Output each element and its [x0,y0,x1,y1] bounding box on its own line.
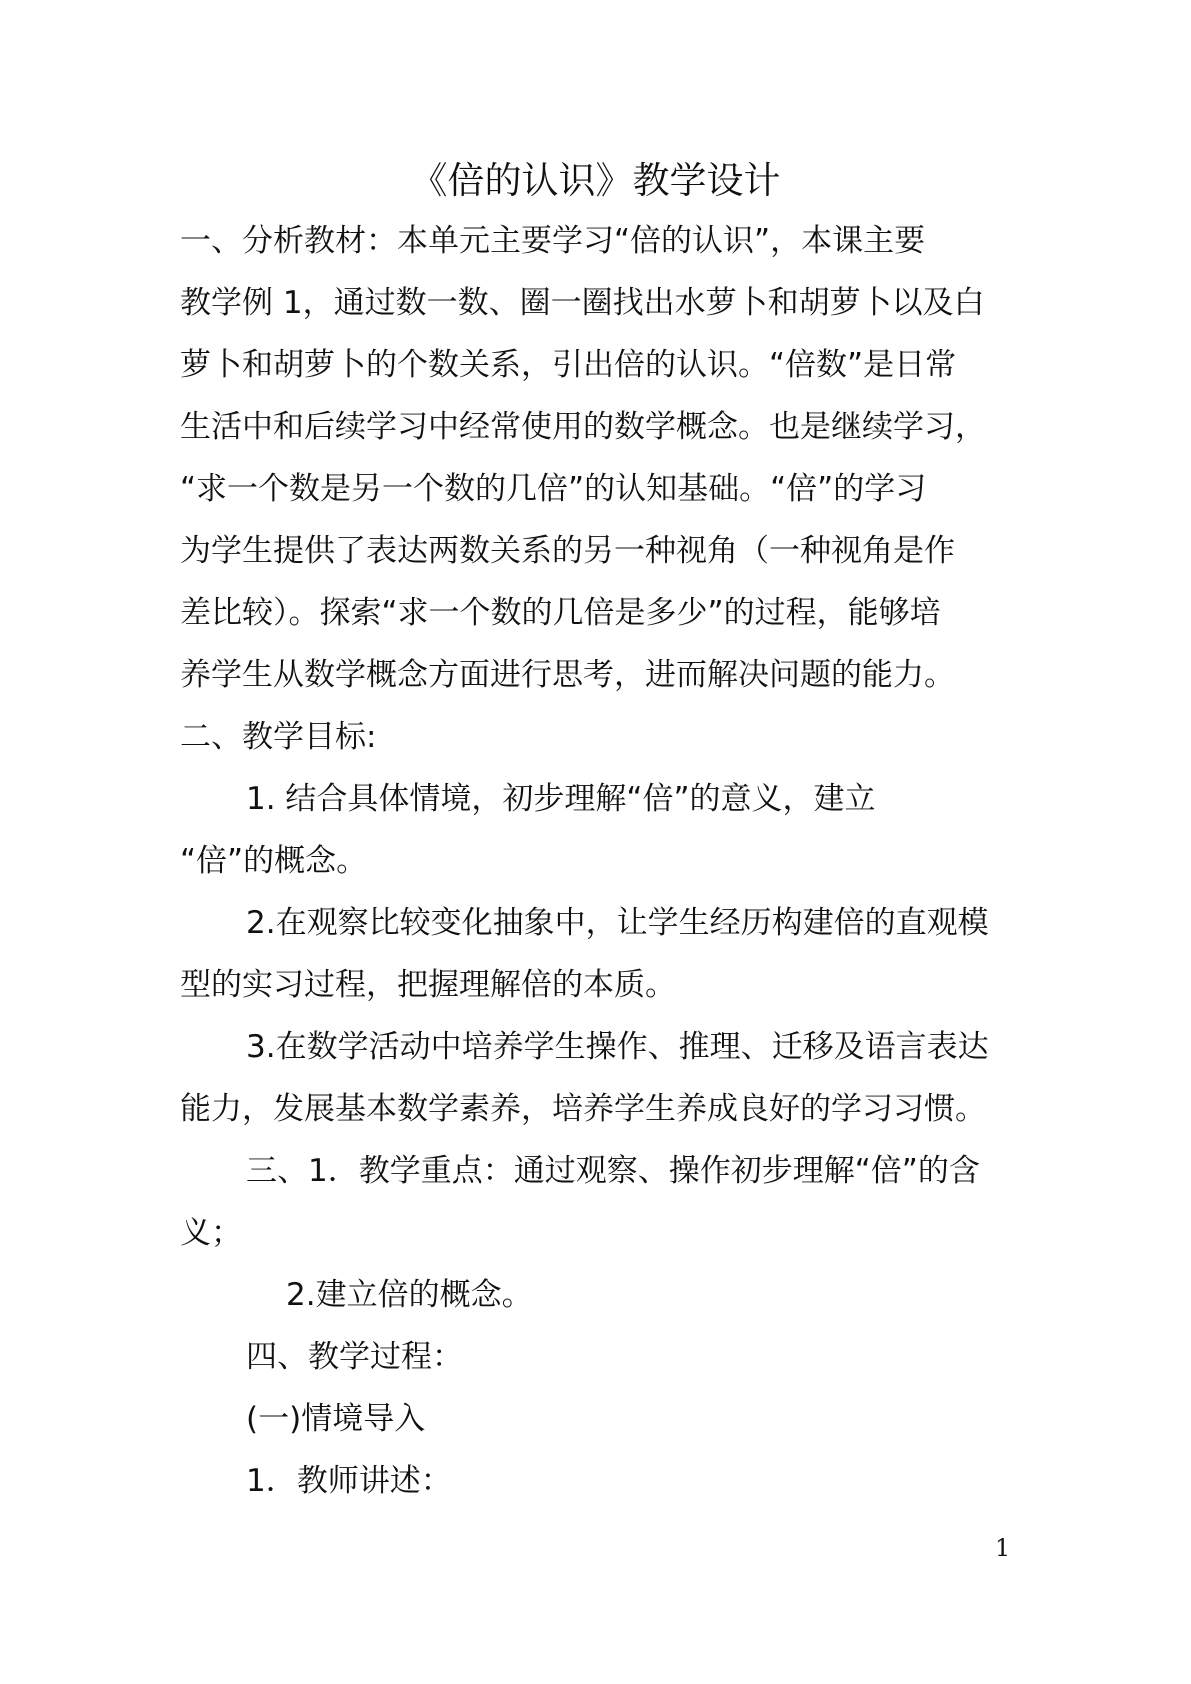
text-line: 生活中和后续学习中经常使用的数学概念。也是继续学习， [180,409,986,445]
text-line: 萝卜和胡萝卜的个数关系，引出倍的认识。“倍数”是日常 [180,347,957,383]
text-line: 3.在数学活动中培养学生操作、推理、迁移及语言表达 [246,1029,989,1065]
document-title: 《倍的认识》教学设计 [410,159,781,202]
text-line: 能力，发展基本数学素养，培养学生养成良好的学习习惯。 [180,1091,986,1127]
text-line: 1．教师讲述： [246,1463,452,1499]
section-heading: 四、教学过程： [246,1339,463,1375]
section-heading: 二、教学目标: [180,719,377,755]
text-line: 1. 结合具体情境，初步理解“倍”的意义，建立 [246,781,876,817]
page-number: 1 [995,1534,1011,1562]
text-line: “倍”的概念。 [180,843,368,879]
text-line: 一、分析教材：本单元主要学习“倍的认识”，本课主要 [180,223,926,259]
text-line: 为学生提供了表达两数关系的另一种视角（一种视角是作 [180,533,955,569]
text-line: 2.建立倍的概念。 [286,1277,533,1313]
text-line: 2.在观察比较变化抽象中，让学生经历构建倍的直观模 [246,905,989,941]
text-line: 型的实习过程，把握理解倍的本质。 [180,967,676,1003]
text-line: 义； [180,1215,242,1251]
text-line: 教学例 1，通过数一数、圈一圈找出水萝卜和胡萝卜以及白 [180,285,985,321]
subsection-heading: (一)情境导入 [246,1401,426,1437]
section-heading: 三、1．教学重点：通过观察、操作初步理解“倍”的含 [246,1153,980,1189]
text-line: 差比较）。探索“求一个数的几倍是多少”的过程，能够培 [180,595,941,631]
text-line: “求一个数是另一个数的几倍”的认知基础。“倍”的学习 [180,471,927,507]
text-line: 养学生从数学概念方面进行思考，进而解决问题的能力。 [180,657,955,693]
